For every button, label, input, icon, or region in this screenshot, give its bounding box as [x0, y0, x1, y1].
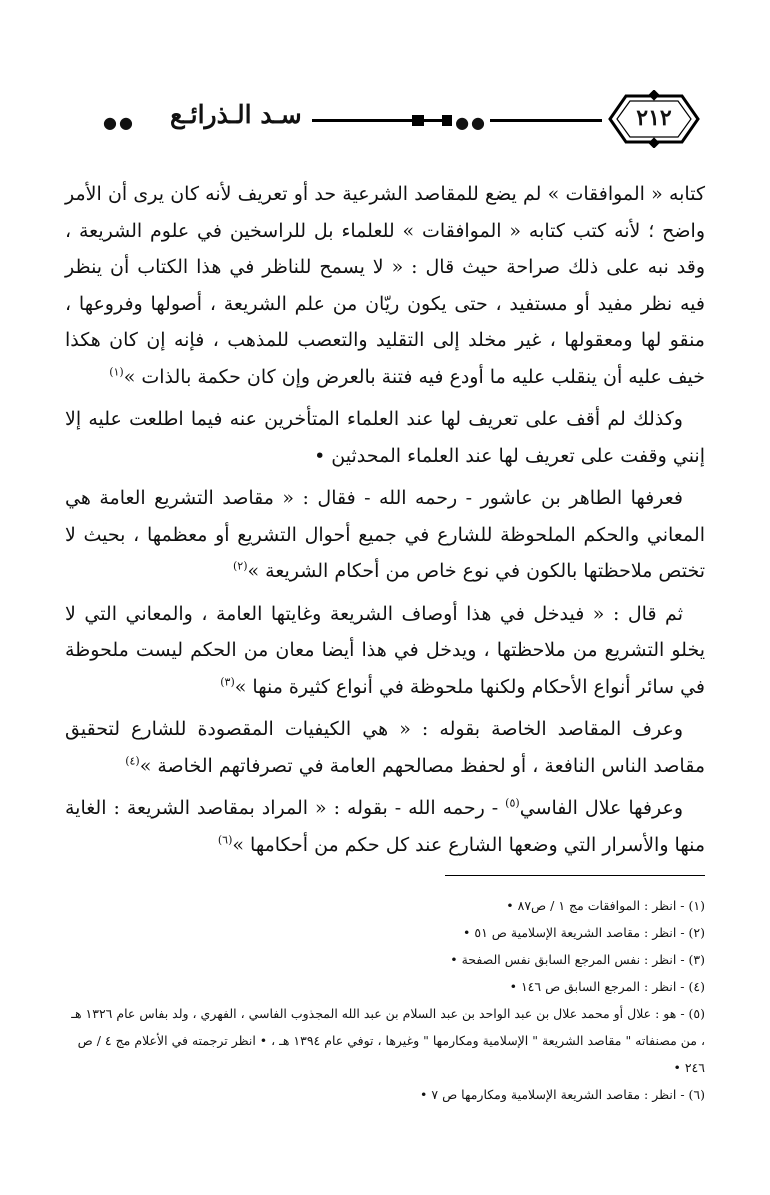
paragraph-4	[65, 596, 705, 706]
paragraph-3-text: فعرفها الطاهر بن عاشور - رحمه الله - فقال : « مقاصد التشريع العامة هي المعاني والحكم الملحوظة للشارع في جميع أحوال التشريع أو معظمها ، بحيث لا تختص ملاحظتها بالكون في نوع خاص من أحكام الشريعة »	[65, 487, 705, 582]
footnotes	[65, 892, 705, 1108]
paragraph-5	[65, 711, 705, 784]
page-number: ٢١٢	[636, 105, 672, 131]
footnote-separator	[445, 875, 705, 876]
header-dots-left: ●●	[100, 113, 138, 132]
paragraph-5-text: وعرف المقاصد الخاصة بقوله : « هي الكيفيات المقصودة للشارع لتحقيق مقاصد الناس النافعة ، أو لحفظ مصالحهم العامة في تصرفاتهم الخاصة »	[65, 718, 705, 777]
footnote-2: (٢) - انظر : مقاصد الشريعة الإسلامية ص ٥١ •	[463, 925, 705, 940]
page-header	[90, 84, 700, 156]
footnote-1: (١) - انظر : الموافقات مج ١ / ص٨٧ •	[506, 898, 705, 913]
footnote-ref-5: (٥)	[505, 796, 520, 810]
paragraph-6-text-a: وعرفها علال الفاسي	[519, 797, 683, 819]
footnote-4: (٤) - انظر : المرجع السابق ص ١٤٦ •	[509, 979, 705, 994]
footnote-ref-3: (٣)	[220, 675, 235, 689]
paragraph-6	[65, 790, 705, 863]
footnote-3: (٣) - انظر : نفس المرجع السابق نفس الصفحة •	[450, 952, 705, 967]
footnote-ref-2: (٢)	[232, 559, 248, 573]
footnote-6: (٦) - انظر : مقاصد الشريعة الإسلامية ومكارمها ص ٧ •	[420, 1087, 705, 1102]
paragraph-1	[65, 176, 705, 395]
footnote-ref-6: (٦)	[217, 833, 233, 847]
paragraph-4-text: ثم قال : « فيدخل في هذا أوصاف الشريعة وغايتها العامة ، والمعاني التي لا يخلو التشريع من ملاحظتها ، ويدخل في هذا أيضا معان من الحكم ليست ملحوظة في سائر أنواع الأحكام ولكنها ملحوظة في أنواع كثيرة منها »	[65, 602, 705, 698]
paragraph-2-text: وكذلك لم أقف على تعريف لها عند العلماء المتأخرين عنه فيما اطلعت عليه إلا إنني وقفت على تعريف لها عند العلماء المحدثين •	[65, 408, 705, 467]
paragraph-6-text-b: - رحمه الله - بقوله : « المراد بمقاصد الشريعة : الغاية منها والأسرار التي وضعها الشارع عند كل حكم من أحكامها »	[65, 797, 705, 856]
footnote-ref-4: (٤)	[125, 754, 140, 768]
paragraph-3	[65, 480, 705, 590]
page-number-ornament	[608, 90, 700, 148]
paragraph-2	[65, 401, 705, 474]
footnote-5: (٥) - هو : علال أو محمد علال بن عبد الواحد بن عبد السلام بن عبد الله المجذوب الفاسي ، الفهري ، ولد بفاس عام ١٣٢٦ هـ ، من مصنفاته " مقاصد الشريعة " الإسلامية ومكارمها " وغيرها ، توفي عام ١٣٩٤ هـ ، • انظر ترجمته في الأعلام مج ٤ / ص ٢٤٦ •	[71, 1006, 705, 1075]
running-title: سـد الـذرائـع	[160, 100, 312, 129]
main-text	[65, 176, 705, 863]
header-dots-right: ●●	[452, 113, 490, 132]
paragraph-1-text: كتابه « الموافقات » لم يضع للمقاصد الشرعية حد أو تعريف لأنه كان يرى أن الأمر واضح ؛ لأنه كتب كتابه « الموافقات » للعلماء بل للراسخين في علوم الشريعة ، وقد نبه على ذلك صراحة حيث قال : « لا يسمح للناظر في هذا الكتاب أن ينظر فيه نظر مفيد أو مستفيد ، حتى يكون ريّان من علم الشريعة ، أصولها وفروعها ، منقو لها ومعقولها ، غير مخلد إلى التقليد والتعصب للمذهب ، فإنه إن كان هكذا خيف عليه أن ينقلب عليه ما أودع فيه فتنة بالعرض وإن كان حكمة بالذات »	[65, 183, 705, 388]
footnote-ref-1: (١)	[109, 365, 124, 379]
